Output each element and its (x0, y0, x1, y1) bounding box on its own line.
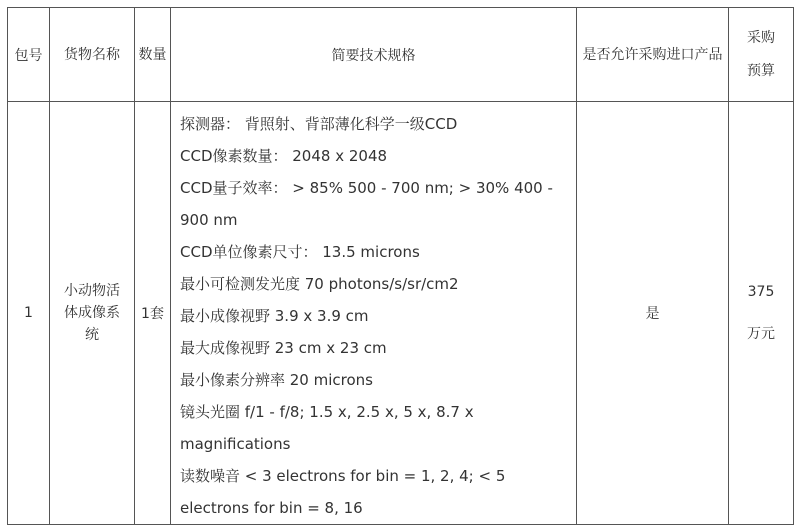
header-budget (729, 8, 794, 102)
table-row (8, 102, 794, 525)
spec-line: CCD像素数量： 2048 x 2048 (180, 147, 388, 165)
spec-line: magnifications (180, 435, 291, 453)
header-quantity: 数量 (135, 8, 171, 102)
spec-line: 镜头光圈 f/1 - f/8; 1.5 x, 2.5 x, 5 x, 8.7 x (180, 403, 474, 421)
budget-value: 375 (747, 284, 775, 300)
header-row (8, 8, 794, 102)
procurement-table (7, 7, 794, 525)
cell-item-name: 小动物活体成像系统 (50, 102, 135, 525)
budget-unit: 万元 (747, 326, 775, 342)
spec-line: 读数噪音 < 3 electrons for bin = 1, 2, 4; < 5 (180, 467, 506, 485)
header-import-allowed: 是否允许采购进口产品 (577, 8, 729, 102)
header-package: 包号 (8, 8, 50, 102)
spec-line: 900 nm (180, 211, 238, 229)
cell-budget (729, 102, 794, 525)
header-budget-line1: 采购 (747, 30, 775, 46)
spec-line: CCD单位像素尺寸： 13.5 microns (180, 243, 420, 261)
header-spec: 简要技术规格 (171, 8, 577, 102)
cell-import-allowed: 是 (577, 102, 729, 525)
spec-line: 最小成像视野 3.9 x 3.9 cm (180, 307, 369, 325)
spec-line: 最小可检测发光度 70 photons/s/sr/cm2 (180, 275, 459, 293)
cell-package: 1 (8, 102, 50, 525)
spec-line: 最小像素分辨率 20 microns (180, 371, 373, 389)
cell-spec (171, 102, 577, 525)
header-budget-line2: 预算 (747, 63, 775, 79)
header-item-name: 货物名称 (50, 8, 135, 102)
spec-line: 探测器： 背照射、背部薄化科学一级CCD (180, 115, 458, 133)
spec-line: 最大成像视野 23 cm x 23 cm (180, 339, 387, 357)
cell-quantity: 1套 (135, 102, 171, 525)
spec-line: CCD量子效率： > 85% 500 - 700 nm; > 30% 400 - (180, 179, 553, 197)
spec-line: electrons for bin = 8, 16 (180, 499, 363, 517)
spec-list (180, 108, 566, 524)
